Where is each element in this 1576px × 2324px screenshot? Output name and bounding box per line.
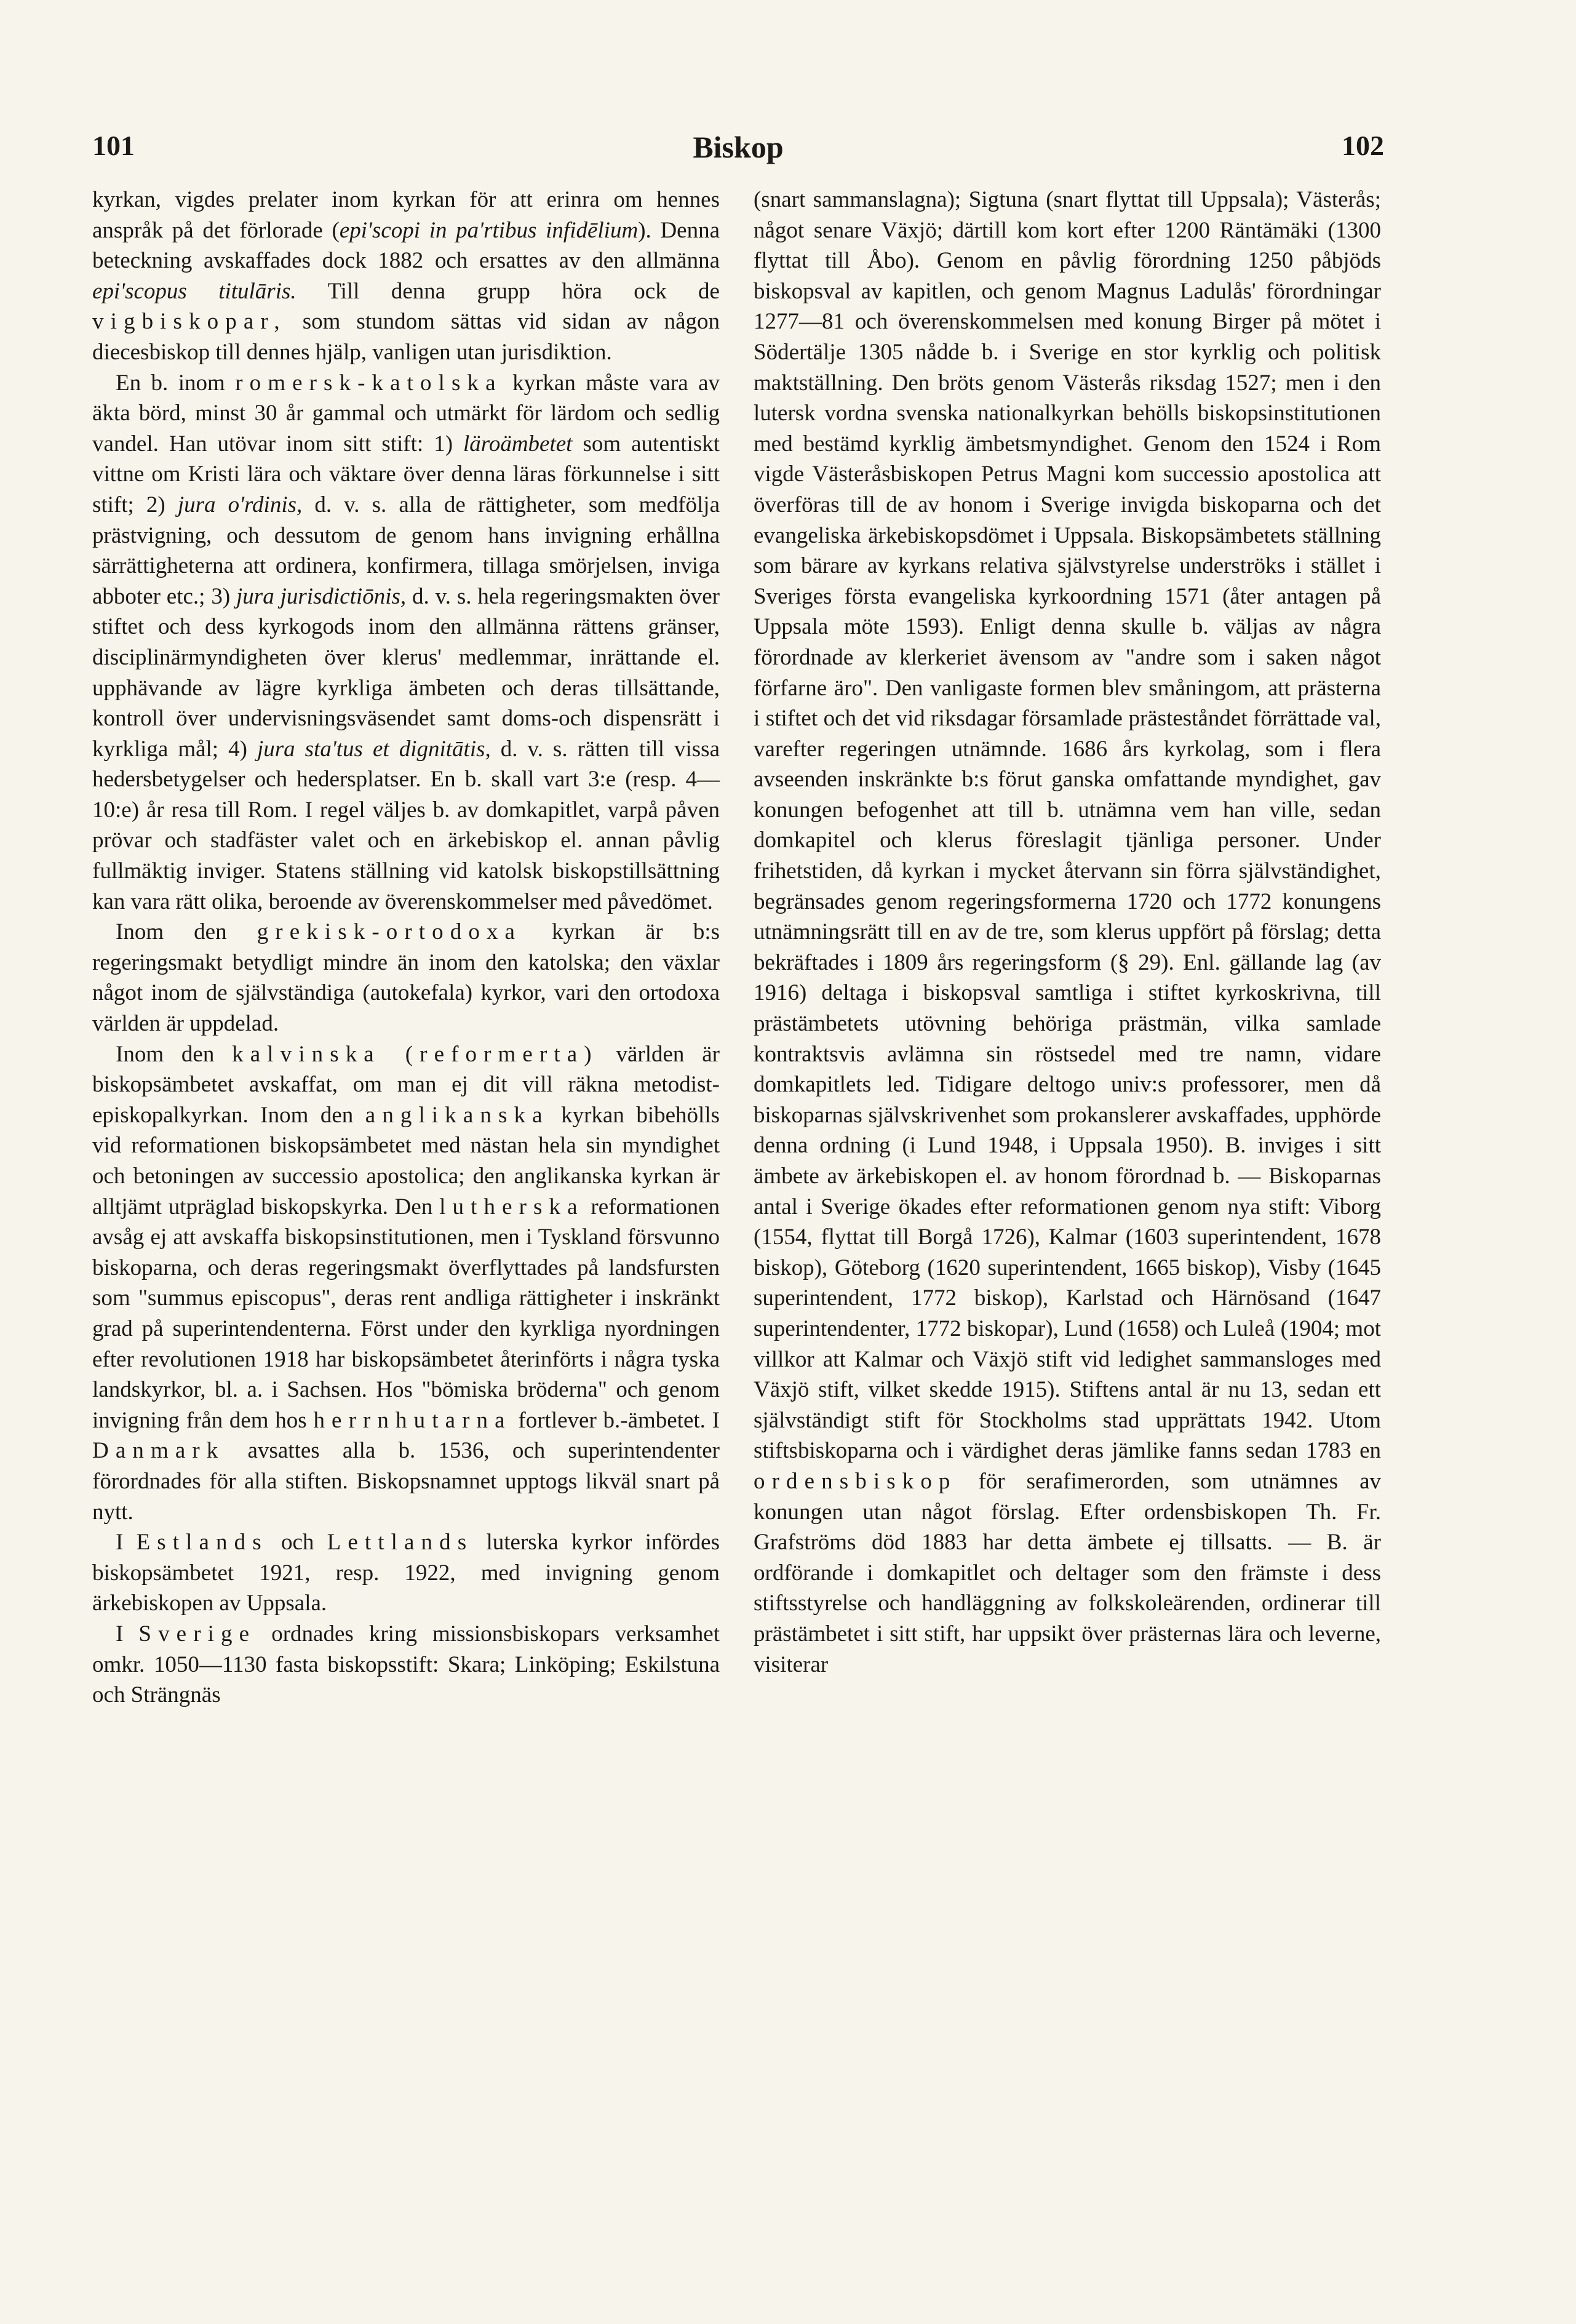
text-run: och [268,1530,327,1555]
text-run: fortlever b.-ämbetet. I [511,1407,720,1433]
left-column [92,185,720,1711]
paragraph [92,917,720,1039]
spaced-term: herrnhutarna [313,1407,512,1433]
text-run: kyrkan är b:s regeringsmakt betydligt mindre än inom den katolska; den växlar något inom de självständiga (autokefala) kyrkor, vari den ortodoxa världen är uppdelad. [92,919,720,1037]
italic-term: epi'scopi in pa'rtibus infidēlium [339,217,639,243]
text-run: d. v. s. rätten till vissa hedersbetygelser och hedersplatser. En b. skall vart 3:e (resp. 4—10:e) år resa till Rom. I regel väljes b. av domkapitlet, varpå påven prövar och stadfäster valet och en ärkebiskop el. annan påvlig fullmäktig inviger. Statens ställning vid katolsk biskopstillsättning kan vara rätt olika, beroende av överenskommelser med påvedömet. [92,736,720,914]
text-run: luterska kyrkor infördes biskopsämbetet 1921, resp. 1922, med invigning genom ärkebiskopen av Uppsala. [92,1530,720,1616]
spaced-term: lutherska [439,1194,584,1220]
text-run: Till denna grupp höra ock de [296,278,720,304]
spaced-term: vigbiskopar, [92,309,287,335]
italic-term: läroämbetet [463,431,573,457]
paragraph [92,1619,720,1711]
spaced-term: ordensbiskop [754,1468,957,1494]
text-run: Inom den [116,1041,233,1067]
text-run: I [116,1530,137,1555]
italic-term: jura jurisdictiōnis, [236,583,407,609]
text-run: som autentiskt vittne om Kristi lära och väktare över denna läras förkunnelse i sitt stift; 2) [92,431,720,517]
text-run: kyrkan bibehölls vid reformationen biskopsämbetet med nästan hela sin myndighet och betoningen av successio apostolica; den anglikanska kyrkan är alltjämt utpräglad biskopskyrka. Den [92,1102,720,1220]
spaced-term: romersk-katolska [235,370,503,396]
text-run: som stundom sättas vid sidan av någon diecesbiskop till dennes hjälp, vanligen utan jurisdiktion. [92,309,720,365]
paragraph [92,185,720,368]
paragraph [92,1527,720,1619]
spaced-term: anglikanska [365,1102,549,1128]
page-number-right: 102 [1342,130,1384,161]
text-run: kyrkan måste vara av äkta börd, minst 30 år gammal och utmärkt för lärdom och sedlig vandel. Han utövar inom sitt stift: 1) [92,370,720,457]
text-run: d. v. s. alla de rättigheter, som medfölja prästvigning, och dessutom de genom hans invigning erhållna särrättigheterna att ordinera, konfirmera, tillaga smörjelsen, inviga abboter etc.; 3) [92,492,720,609]
text-run: för serafimerorden, som utnämnes av konungen utan något förslag. Efter ordensbiskopen Th. Fr. Grafströms död 1883 har detta ämbete ej tillsatts. — B. är ordförande i domkapitlet och deltager som den främste i dess stiftsstyrelse och handläggning av folkskoleärenden, ordinerar till prästämbetet i sitt stift, har uppsikt över prästernas lära och leverne, visiterar [754,1468,1381,1677]
text-run: (snart sammanslagna); Sigtuna (snart flyttat till Uppsala); Västerås; något senare Växjö; därtill kom kort efter 1200 Räntämäki (1300 flyttat till Åbo). Genom en påvlig förordning 1250 påbjöds biskopsval av kapitlen, och genom Magnus Ladulås' förordningar 1277—81 och överenskommelsen med konung Birger på mötet i Södertälje 1305 nådde b. i Sverige en stor kyrklig och politisk maktställning. Den bröts genom Västerås riksdag 1527; men i den lutersk vordna svenska nationalkyrkan behölls biskopsinstitutionen med bestämd kyrklig ämbetsmyndighet. Genom den 1524 i Rom vigde Västeråsbiskopen Petrus Magni kom successio apostolica att överföras till de av honom i Sverige invigda biskoparna och det evangeliska ärkebiskopsdömet i Uppsala. Biskopsämbetets ställning som bärare av kyrkans relativa självstyrelse underströks i stället i Sveriges första evangeliska kyrkoordning 1571 (åter antagen på Uppsala möte 1593). Enligt denna skulle b. väljas av några förordnade av klerkeriet ävensom av "andre som i saken något förfarne äro". Den vanligaste formen blev småningom, att prästerna i stiftet och det vid riksdagar församlade prästeståndet förrättade val, varefter regeringen utnämnde. 1686 års kyrkolag, som i flera avseenden inskränkte b:s förut ganska omfattande myndighet, gav konungen befogenhet att till b. utnämna vem han ville, sedan domkapitel och klerus föreslagit tjänliga personer. Under frihetstiden, då kyrkan i mycket återvann sin förra självständighet, begränsades genom regeringsformerna 1720 och 1772 konungens utnämningsrätt till en av de tre, som klerus uppfört på förslag; detta bekräftades i 1809 års regeringsform (§ 29). Enl. gällande lag (av 1916) deltaga i biskopsval samtliga i stiftet kyrkoskrivna, till prästämbetets utövning behöriga prästmän, vilka samlade kontraktsvis avlämna sin röstsedel med tre namn, vidare domkapitlets led. Tidigare deltogo univ:s professorer, men då biskoparnas självskrivenhet som prokanslerer avskaffades, upphörde denna ordning (i Lund 1948, i Uppsala 1950). B. inviges i sitt ämbete av ärkebiskopen el. av honom förordnad b. — Biskoparnas antal i Sverige ökades efter reformationen genom nya stift: Viborg (1554, flyttat till Borgå 1726), Kalmar (1603 superintendent, 1678 biskop), Göteborg (1620 superintendent, 1665 biskop), Visby (1645 superintendent, 1772 biskop), Karlstad och Härnösand (1647 superintendenter, 1772 biskopar), Lund (1658) och Luleå (1904; mot villkor att Kalmar och Växjö stift vid ledighet sammansloges med Växjö stift, vilket skedde 1915). Stiftens antal är nu 13, sedan ett självständigt stift för Stockholms stad upprättats 1942. Utom stiftsbiskoparna och i värdighet deras jämlike fanns sedan 1783 en [754,187,1381,1464]
page-number-left: 101 [92,130,135,161]
text-run: d. v. s. hela regeringsmakten över stiftet och dess kyrkogods inom den allmänna rättens gränser, disciplinärmyndigheten över klerus' medlemmar, inrättande el. upphävande av lägre kyrkliga ämbeten och deras tillsättande, kontroll över undervisningsväsendet samt doms-och dispensrätt i kyrkliga mål; 4) [92,583,720,762]
spaced-term: grekisk-ortodoxa [257,919,522,945]
running-head-title: Biskop [693,130,784,164]
italic-term: jura sta'tus et dignitātis, [257,736,491,762]
text-run: avsattes alla b. 1536, och superintendenter förordnades för alla stiften. Biskopsnamnet upptogs likväl snart på nytt. [92,1438,720,1525]
text-run: reformationen avsåg ej att avskaffa biskopsinstitutionen, men i Tyskland försvunno biskoparna, och deras regeringsmakt överflyttades på landsfursten som "summus episcopus", deras rent andliga rättigheter i inskränkt grad på superintendenterna. Först under den kyrkliga nyordningen efter revolutionen 1918 har biskopsämbetet återinförts i några tyska landskyrkor, bl. a. i Sachsen. Hos "bömiska bröderna" och genom invigning från dem hos [92,1194,720,1433]
spaced-term: Danmark [92,1438,225,1464]
text-run: I [116,1621,139,1647]
italic-term: epi'scopus titulāris. [92,278,296,304]
right-column [754,185,1381,1680]
text-run: ). Denna beteckning avskaffades dock 1882 och ersattes av den allmänna [92,217,720,274]
text-run: En b. inom [116,370,236,396]
text-run: världen är biskopsämbetet avskaffat, om man ej dit vill räkna metodist-episkopalkyrkan. Inom den [92,1041,720,1128]
text-run: ordnades kring missionsbiskopars verksamhet omkr. 1050—1130 fasta biskopsstift: Skara; Linköping; Eskilstuna och Strängnäs [92,1621,720,1708]
text-run: Inom den [116,919,257,945]
spaced-term: Sverige [138,1621,257,1647]
spaced-term: Estlands [136,1530,268,1555]
paragraph [754,185,1381,1680]
page-header [92,129,1384,172]
italic-term: jura o'rdinis, [177,492,303,517]
text-run: kyrkan, vigdes prelater inom kyrkan för att erinra om hennes anspråk på det förlorade ( [92,187,720,243]
spaced-term: kalvinska (reformerta) [232,1041,599,1067]
spaced-term: Lettlands [327,1530,474,1555]
paragraph [92,1039,720,1528]
paragraph [92,368,720,917]
